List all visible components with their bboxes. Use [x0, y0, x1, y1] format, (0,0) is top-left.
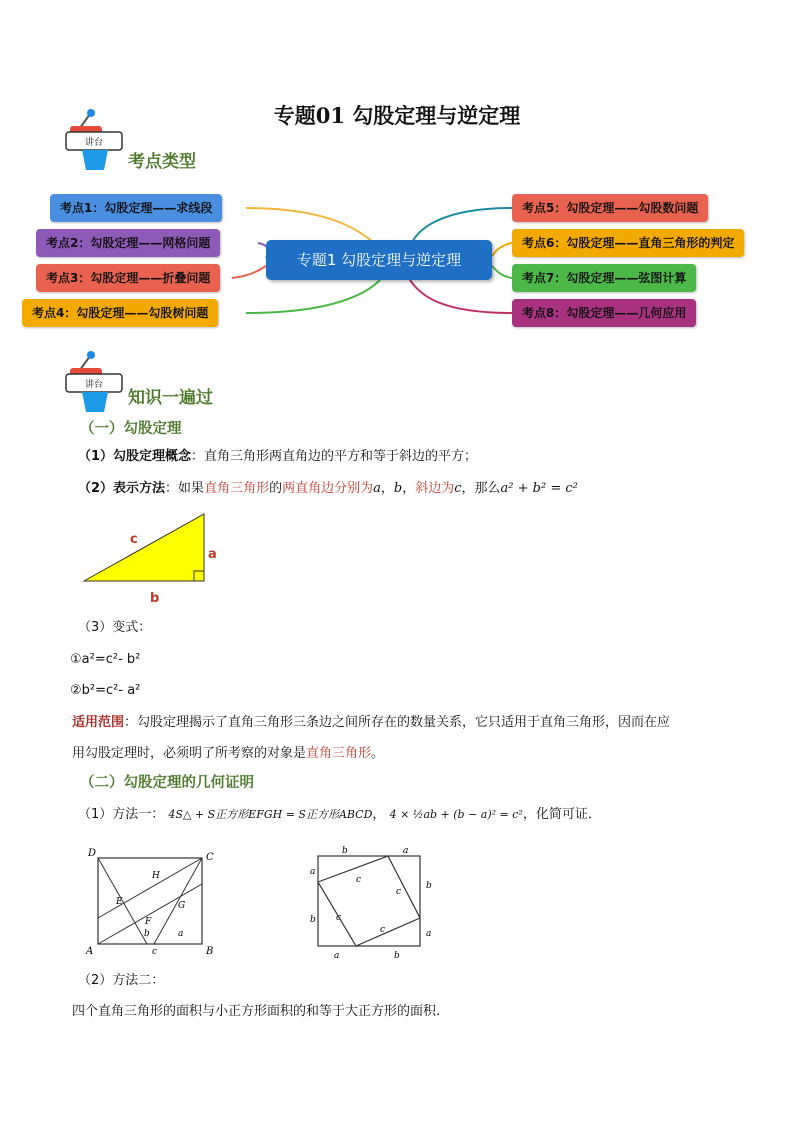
- podium-label: 讲台: [84, 380, 104, 390]
- var-b: b: [393, 481, 403, 496]
- fig1-label-H: H: [152, 871, 160, 881]
- notation-line: [78, 478, 578, 500]
- fig2-label: a: [403, 846, 409, 856]
- page-title: 专题01 勾股定理与逆定理: [273, 103, 521, 128]
- topic-pill-7: 考点7：勾股定理——弦图计算: [512, 264, 696, 292]
- fig1-label-B: B: [206, 946, 214, 957]
- scope-paragraph-2: [72, 743, 384, 765]
- section-heading-knowledge: 知识一遍过: [128, 388, 213, 408]
- fig2-label: b: [310, 915, 316, 925]
- method2-text: 四个直角三角形的面积与小正方形面积的和等于大正方形的面积．: [72, 1004, 450, 1019]
- variant-2: ②b²=c²- a²: [70, 683, 141, 698]
- topic-pill-2: 考点2：勾股定理——网格问题: [36, 229, 220, 257]
- triangle-label-a: a: [208, 547, 217, 562]
- notation-label: （2）表示方法: [78, 481, 166, 496]
- method2-label: （2）方法二：: [78, 973, 165, 988]
- fig1-label-F: F: [145, 917, 152, 927]
- method1-sep: ，: [372, 807, 386, 822]
- variant-1: ①a²=c²- b²: [70, 652, 141, 667]
- scope-text: 用勾股定理时，必须明了所考察的对象是: [72, 746, 307, 761]
- fig1-label-b: b: [144, 929, 150, 939]
- fig2-label: a: [334, 951, 340, 961]
- method1-formula1: 4S△ + S正方形EFGH = S正方形ABCD: [168, 808, 373, 821]
- pythagorean-formula: a² + b² = c²: [500, 481, 578, 496]
- part2-heading: （二）勾股定理的几何证明: [80, 775, 254, 791]
- podium-label: 讲台: [84, 138, 104, 148]
- fig2-label: c: [396, 887, 402, 897]
- proof-figure-1: [82, 846, 222, 961]
- fig1-label-E: E: [116, 897, 123, 907]
- concept-line: [78, 446, 477, 468]
- topic-pill-6: 考点6：勾股定理——直角三角形的判定: [512, 229, 744, 257]
- method1-label: （1）方法一：: [78, 807, 165, 822]
- notation-text: ：如果: [165, 481, 205, 496]
- topic-pill-3: 考点3：勾股定理——折叠问题: [36, 264, 220, 292]
- fig2-label: b: [426, 881, 432, 891]
- notation-text: ，: [402, 481, 416, 496]
- mindmap-center: 专题1 勾股定理与逆定理: [266, 240, 492, 280]
- scope-text: ：勾股定理揭示了直角三角形三条边之间所存在的数量关系，它只适用于直角三角形，因而在应: [124, 715, 671, 730]
- triangle-label-c: c: [130, 532, 138, 547]
- fig1-label-G: G: [178, 901, 186, 911]
- triangle-label-b: b: [150, 591, 160, 606]
- method1-line: [78, 804, 601, 826]
- scope-text: 。: [371, 746, 385, 761]
- notation-red: 两直角边分别为: [282, 481, 374, 496]
- part1-heading: （一）勾股定理: [80, 421, 182, 437]
- var-c: c: [454, 481, 462, 496]
- notation-text: ，那么: [461, 481, 501, 496]
- fig2-label: b: [342, 846, 348, 856]
- section-heading-types: 考点类型: [128, 152, 196, 172]
- method1-formula2: 4 × ½ab + (b − a)² = c²: [389, 808, 523, 821]
- right-triangle-figure: [80, 508, 240, 608]
- concept-text: ：直角三角形两直角边的平方和等于斜边的平方；: [191, 449, 478, 464]
- scope-red: 直角三角形: [306, 746, 372, 761]
- fig2-label: a: [310, 867, 316, 877]
- var-a: a: [373, 481, 381, 496]
- topic-pill-4: 考点4：勾股定理——勾股树问题: [22, 299, 218, 327]
- fig2-label: c: [336, 913, 342, 923]
- podium-icon: [62, 350, 128, 416]
- scope-paragraph: [72, 712, 752, 734]
- fig1-label-a: a: [178, 929, 184, 939]
- topic-pill-1: 考点1：勾股定理——求线段: [50, 194, 222, 222]
- proof-figure-2: [306, 842, 440, 964]
- fig1-label-D: D: [88, 848, 97, 859]
- fig1-label-A: A: [86, 946, 94, 957]
- method1-end: ，化简可证．: [522, 807, 601, 822]
- scope-label: 适用范围: [72, 715, 125, 730]
- notation-red: 直角三角形: [204, 481, 270, 496]
- notation-red: 斜边为: [415, 481, 455, 496]
- notation-text: 的: [269, 481, 283, 496]
- fig2-label: c: [380, 925, 386, 935]
- topic-pill-8: 考点8：勾股定理——几何应用: [512, 299, 696, 327]
- fig2-label: c: [356, 875, 362, 885]
- variant-heading: （3）变式：: [78, 620, 152, 635]
- notation-text: ，: [380, 481, 394, 496]
- fig2-label: b: [394, 951, 400, 961]
- topic-pill-5: 考点5：勾股定理——勾股数问题: [512, 194, 708, 222]
- fig1-label-c: c: [152, 947, 158, 957]
- fig2-label: a: [426, 929, 432, 939]
- concept-label: （1）勾股定理概念: [78, 449, 192, 464]
- fig1-label-C: C: [206, 852, 214, 863]
